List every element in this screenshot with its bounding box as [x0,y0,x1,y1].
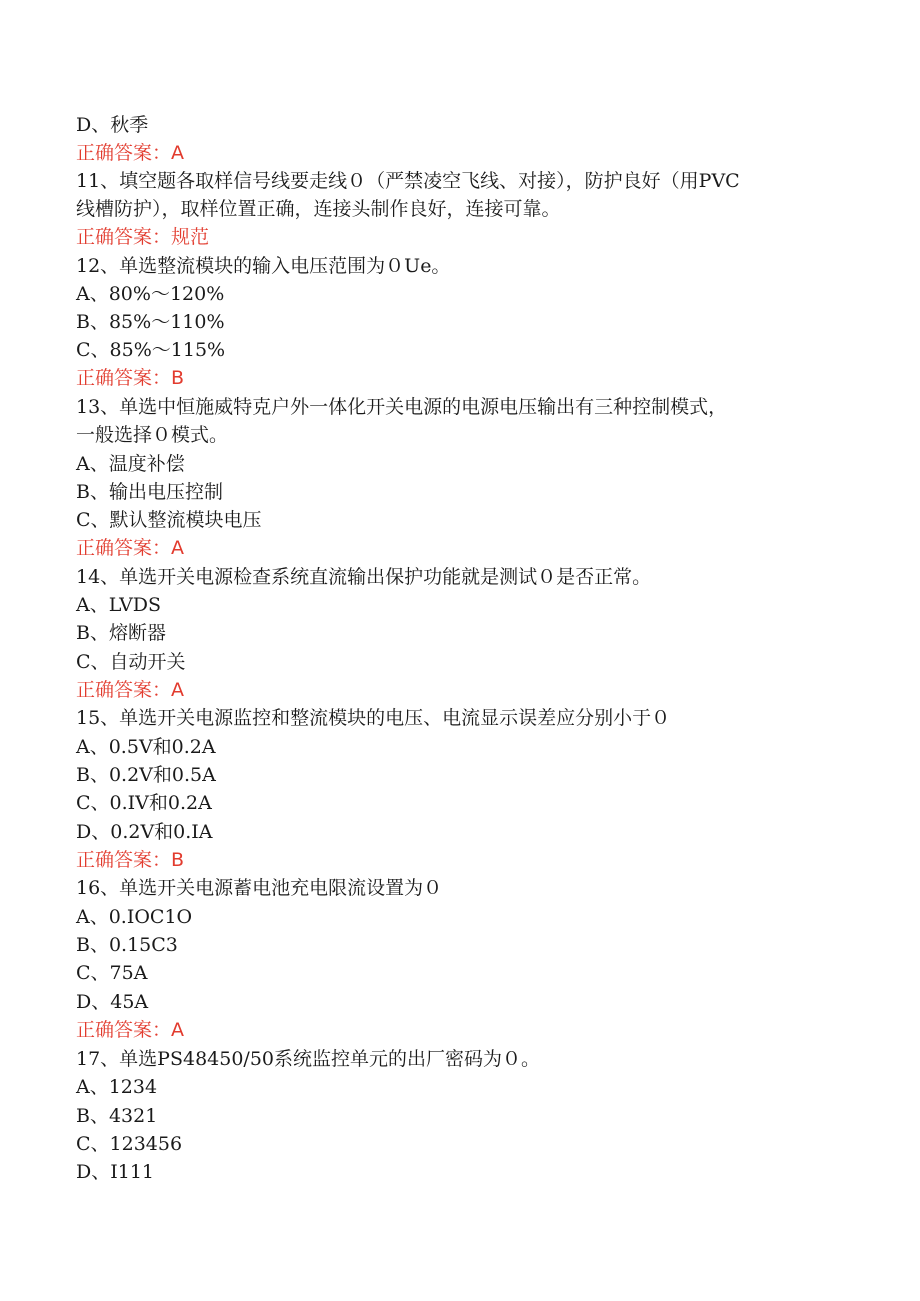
q14-option-c: C、自动开关 [76,651,186,673]
answer-label: 正确答案： [76,142,172,164]
answer-label: 正确答案： [76,367,172,389]
q12-option-b: B、85%～110% [76,311,225,333]
answer-label: 正确答案： [76,679,172,701]
q15-stem: 15、单选开关电源监控和整流模块的电压、电流显示误差应分别小于０ [76,707,671,729]
q13-stem-line1: 13、单选中恒施威特克户外一体化开关电源的电源电压输出有三种控制模式， [76,396,728,418]
answer-value: A [171,537,185,559]
q14-option-a: A、LVDS [76,594,162,616]
q12-answer [76,366,184,390]
q16-stem: 16、单选开关电源蓄电池充电限流设置为０ [76,877,443,899]
answer-value: A [171,142,185,164]
q17-option-b: B、4321 [76,1105,158,1127]
q11-stem-line1: 11、填空题各取样信号线要走线０（严禁凌空飞线、对接），防护良好（用PVC [76,170,740,192]
q17-option-a: A、1234 [76,1076,158,1098]
answer-value: B [171,367,185,389]
q15-option-d: D、0.2V和0.IA [76,821,213,843]
answer-label: 正确答案： [76,1019,172,1041]
q15-answer [76,848,184,872]
q11-answer [76,225,209,249]
q12-option-c: C、85%～115% [76,339,226,361]
q17-stem: 17、单选PS48450/50系统监控单元的出厂密码为０。 [76,1048,540,1070]
q13-option-b: B、输出电压控制 [76,481,223,503]
answer-value: 规范 [171,226,210,248]
q16-option-d: D、45A [76,991,149,1013]
q13-option-a: A、温度补偿 [76,453,185,475]
q10-answer [76,141,184,165]
answer-label: 正确答案： [76,537,172,559]
q16-option-b: B、0.15C3 [76,934,178,956]
q10-option-d: D、秋季 [76,114,149,136]
q12-stem: 12、单选整流模块的输入电压范围为０Ue。 [76,255,451,277]
q17-option-d: D、I111 [76,1161,155,1183]
answer-label: 正确答案： [76,226,172,248]
q14-answer [76,678,184,702]
q15-option-c: C、0.IV和0.2A [76,792,212,814]
q14-option-b: B、熔断器 [76,622,166,644]
q15-option-b: B、0.2V和0.5A [76,764,216,786]
q16-answer [76,1018,184,1042]
q14-stem: 14、单选开关电源检查系统直流输出保护功能就是测试０是否正常。 [76,566,652,588]
q11-stem-line2: 线槽防护），取样位置正确，连接头制作良好，连接可靠。 [76,198,561,220]
q13-stem-line2: 一般选择０模式。 [76,424,229,446]
q15-option-a: A、0.5V和0.2A [76,736,216,758]
answer-value: B [171,849,185,871]
answer-value: A [171,1019,185,1041]
q16-option-a: A、0.IOC1O [76,906,193,928]
q16-option-c: C、75A [76,962,148,984]
q13-option-c: C、默认整流模块电压 [76,509,262,531]
q12-option-a: A、80%～120% [76,283,225,305]
answer-label: 正确答案： [76,849,172,871]
answer-value: A [171,679,185,701]
q13-answer [76,536,184,560]
q17-option-c: C、123456 [76,1133,183,1155]
